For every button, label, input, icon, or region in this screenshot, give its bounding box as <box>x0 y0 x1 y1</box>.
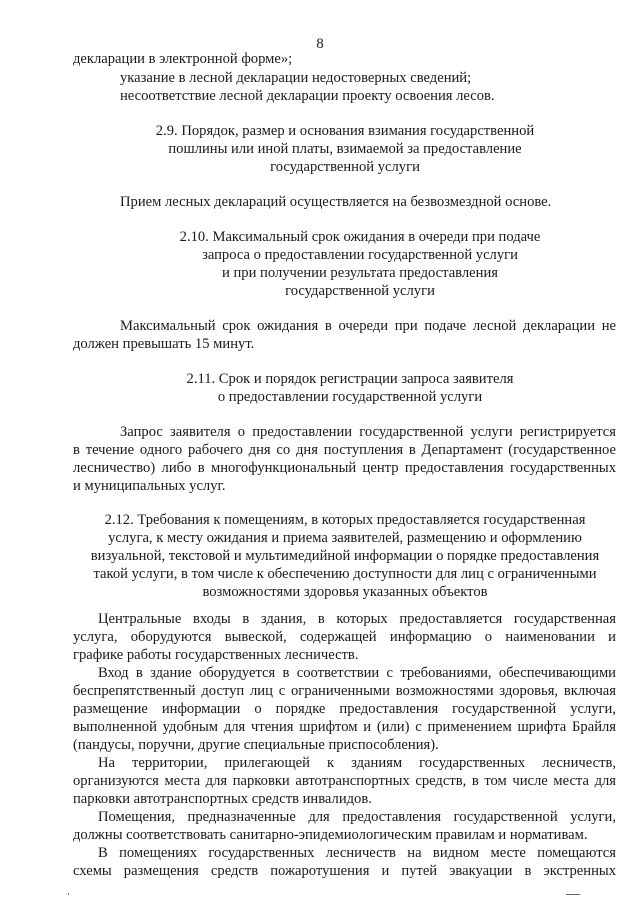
page-number: 8 <box>316 36 324 52</box>
section-heading-line: 2.10. Максимальный срок ожидания в очереди при подаче <box>179 229 541 245</box>
section-heading-line: 2.11. Срок и порядок регистрации запроса заявителя <box>186 371 514 387</box>
section-heading-line: государственной услуги <box>270 159 420 175</box>
text-line: декларации в электронной форме»; <box>73 51 293 67</box>
paragraph-line: Центральные входы в здания, в которых предоставляется государственная <box>98 611 616 627</box>
paragraph-line: организуются места для парковки автотранспортных средств, в том числе места для <box>73 773 616 789</box>
paragraph-line: Прием лесных деклараций осуществляется на безвозмездной основе. <box>120 194 552 210</box>
paragraph-line: Запрос заявителя о предоставлении государственной услуги регистрируется <box>120 424 616 440</box>
paragraph-line: услуга, оборудуются вывеской, содержащей информацию о наименовании и <box>73 629 616 645</box>
text-line: несоответствие лесной декларации проекту освоения лесов. <box>120 88 495 104</box>
paragraph-line: Максимальный срок ожидания в очереди при подаче лесной декларации не <box>120 318 616 334</box>
paragraph-line: беспрепятственный доступ лиц с ограниченными возможностями здоровья, включая <box>73 683 616 699</box>
paragraph-line: в течение одного рабочего дня со дня поступления в Департамент (государственное <box>73 442 616 458</box>
section-heading-line: государственной услуги <box>285 283 435 299</box>
section-heading-line: о предоставлении государственной услуги <box>217 389 483 405</box>
section-heading-line: такой услуги, в том числе к обеспечению доступности для лиц с ограниченными <box>93 566 597 582</box>
paragraph-line: (пандусы, поручни, другие специальные приспособления). <box>73 737 439 753</box>
scan-mark <box>566 894 580 895</box>
section-heading-line: 2.9. Порядок, размер и основания взимания государственной <box>155 123 535 139</box>
section-heading-line: визуальной, текстовой и мультимедийной информации о порядке предоставления <box>90 548 600 564</box>
paragraph-line: парковки автотранспортных средств инвалидов. <box>73 791 372 807</box>
section-heading-line: 2.12. Требования к помещениям, в которых предоставляется государственная <box>104 512 586 528</box>
section-heading-line: и при получении результата предоставления <box>222 265 498 281</box>
paragraph-line: и муниципальных услуг. <box>73 478 226 494</box>
scan-mark <box>68 893 69 895</box>
paragraph-line: В помещениях государственных лесничеств на видном месте помещаются <box>98 845 616 861</box>
paragraph-line: лесничество) либо в многофункциональный центр предоставления государственных <box>73 460 616 476</box>
paragraph-line: графике работы государственных лесничеств. <box>73 647 359 663</box>
section-heading-line: услуга, к месту ожидания и приема заявителей, размещению и оформлению <box>108 530 582 546</box>
section-heading-line: пошлины или иной платы, взимаемой за предоставление <box>168 141 522 157</box>
paragraph-line: выполненной удобным для чтения шрифтом и (или) с применением шрифта Брайля <box>73 719 616 735</box>
paragraph-line: схемы размещения средств пожаротушения и путей эвакуации в экстренных <box>73 863 616 879</box>
section-heading-line: возможностями здоровья указанных объектов <box>202 584 488 600</box>
paragraph-line: Вход в здание оборудуется в соответствии с требованиями, обеспечивающими <box>98 665 616 681</box>
text-line: указание в лесной декларации недостоверных сведений; <box>120 70 472 86</box>
paragraph-line: размещение информации о порядке предоставления государственной услуги, <box>73 701 616 717</box>
paragraph-line: Помещения, предназначенные для предоставления государственной услуги, <box>98 809 616 825</box>
paragraph-line: должен превышать 15 минут. <box>73 336 255 352</box>
section-heading-line: запроса о предоставлении государственной услуги <box>202 247 518 263</box>
paragraph-line: должны соответствовать санитарно-эпидемиологическим правилам и нормативам. <box>73 827 588 843</box>
paragraph-line: На территории, прилегающей к зданиям государственных лесничеств, <box>98 755 616 771</box>
